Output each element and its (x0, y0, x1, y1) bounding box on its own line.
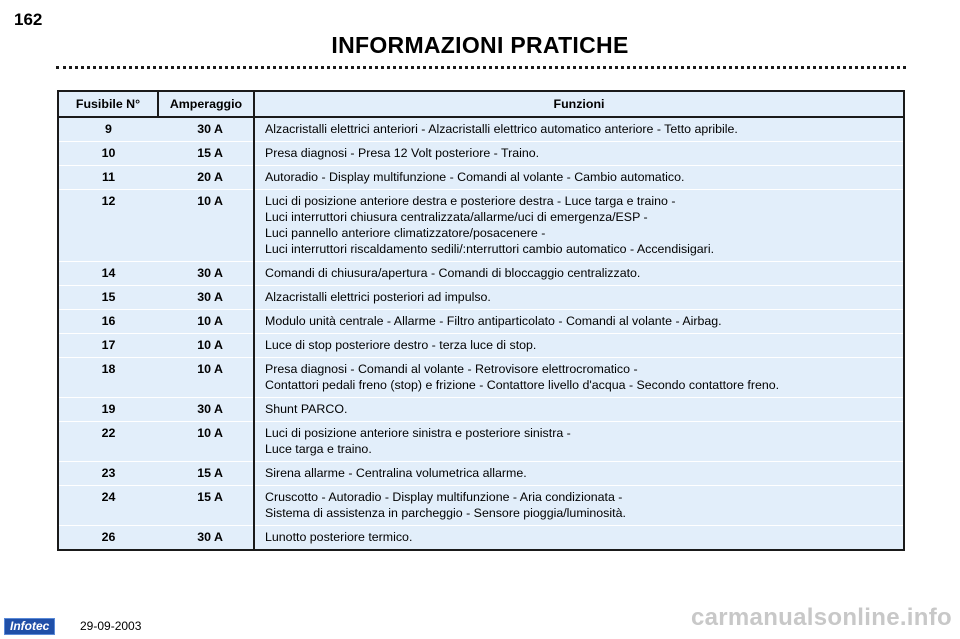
dotted-divider (56, 66, 906, 69)
table-row (58, 142, 904, 166)
table-row (58, 190, 904, 262)
table-row (58, 117, 904, 142)
fuse-number-cell: 16 (58, 310, 158, 334)
table-row (58, 486, 904, 526)
fuse-number-cell: 19 (58, 398, 158, 422)
column-header-functions: Funzioni (254, 91, 904, 117)
amperage-cell: 20 A (158, 166, 254, 190)
functions-cell: Autoradio - Display multifunzione - Comandi al volante - Cambio automatico. (254, 166, 904, 190)
table-row (58, 422, 904, 462)
amperage-cell: 30 A (158, 117, 254, 142)
functions-cell: Alzacristalli elettrici anteriori - Alzacristalli elettrico automatico anteriore - Tetto apribile. (265, 122, 738, 136)
page-number: 162 (14, 10, 43, 29)
amperage-cell: 30 A (158, 286, 254, 310)
amperage-cell: 10 A (158, 358, 254, 398)
functions-cell: Cruscotto - Autoradio - Display multifunzione - Aria condizionata - Sistema di assistenza in parcheggio - Sensore pioggia/luminosità. (254, 486, 904, 526)
amperage-cell: 15 A (158, 462, 254, 486)
functions-cell: Luci di posizione anteriore sinistra e posteriore sinistra - Luce targa e traino. (254, 422, 904, 462)
table-row (58, 358, 904, 398)
infotec-logo: Infotec (4, 618, 55, 635)
fuse-number-cell: 9 (105, 122, 112, 136)
functions-cell: Presa diagnosi - Presa 12 Volt posteriore - Traino. (254, 142, 904, 166)
table-row (58, 526, 904, 551)
functions-cell: Luce di stop posteriore destro - terza luce di stop. (254, 334, 904, 358)
fuse-number-cell: 22 (58, 422, 158, 462)
amperage-cell: 30 A (158, 398, 254, 422)
footer-date: 29-09-2003 (80, 619, 142, 633)
watermark: carmanualsonline.info (690, 604, 952, 631)
fuse-number-cell: 12 (58, 190, 158, 262)
amperage-cell: 30 A (158, 262, 254, 286)
functions-cell: Presa diagnosi - Comandi al volante - Retrovisore elettrocromatico - Contattori pedali freno (stop) e frizione - Contattore livello d'acqua - Secondo contattore freno. (254, 358, 904, 398)
functions-cell: Lunotto posteriore termico. (254, 526, 904, 551)
amperage-cell: 15 A (158, 142, 254, 166)
functions-cell: Modulo unità centrale - Allarme - Filtro antiparticolato - Comandi al volante - Airbag. (254, 310, 904, 334)
fuse-number-cell: 10 (58, 142, 158, 166)
page-title: INFORMAZIONI PRATICHE (331, 32, 629, 58)
table-row (58, 462, 904, 486)
fuse-number-cell: 23 (58, 462, 158, 486)
fuse-number-cell: 24 (58, 486, 158, 526)
fuse-number-cell: 26 (58, 526, 158, 551)
amperage-cell: 10 A (158, 190, 254, 262)
functions-cell: Luci di posizione anteriore destra e posteriore destra - Luce targa e traino - Luci interruttori chiusura centralizzata/allarme/uci di emergenza/ESP - Luci pannello anteriore climatizzatore/posacenere - Luci interruttori riscaldamento sedili/:nterruttori cambio automatico - Accendisigari. (254, 190, 904, 262)
amperage-cell: 10 A (158, 310, 254, 334)
functions-cell: Shunt PARCO. (254, 398, 904, 422)
table-header-row (58, 91, 904, 117)
functions-cell: Alzacristalli elettrici posteriori ad impulso. (254, 286, 904, 310)
fuse-number-cell: 17 (58, 334, 158, 358)
fuse-number-cell: 11 (58, 166, 158, 190)
fuse-number-cell: 15 (58, 286, 158, 310)
amperage-cell: 10 A (158, 422, 254, 462)
functions-cell: Sirena allarme - Centralina volumetrica allarme. (254, 462, 904, 486)
fuse-number-cell: 14 (58, 262, 158, 286)
functions-cell: Comandi di chiusura/apertura - Comandi di bloccaggio centralizzato. (254, 262, 904, 286)
fuse-number-cell: 18 (58, 358, 158, 398)
column-header-amperage: Amperaggio (158, 91, 254, 117)
table-row (58, 398, 904, 422)
table-row (58, 262, 904, 286)
fuse-table (57, 90, 905, 551)
table-row (58, 310, 904, 334)
amperage-cell: 30 A (158, 526, 254, 551)
table-row (58, 334, 904, 358)
amperage-cell: 10 A (158, 334, 254, 358)
table-row (58, 166, 904, 190)
table-row (58, 286, 904, 310)
column-header-fuse: Fusibile N° (58, 91, 158, 117)
amperage-cell: 15 A (158, 486, 254, 526)
